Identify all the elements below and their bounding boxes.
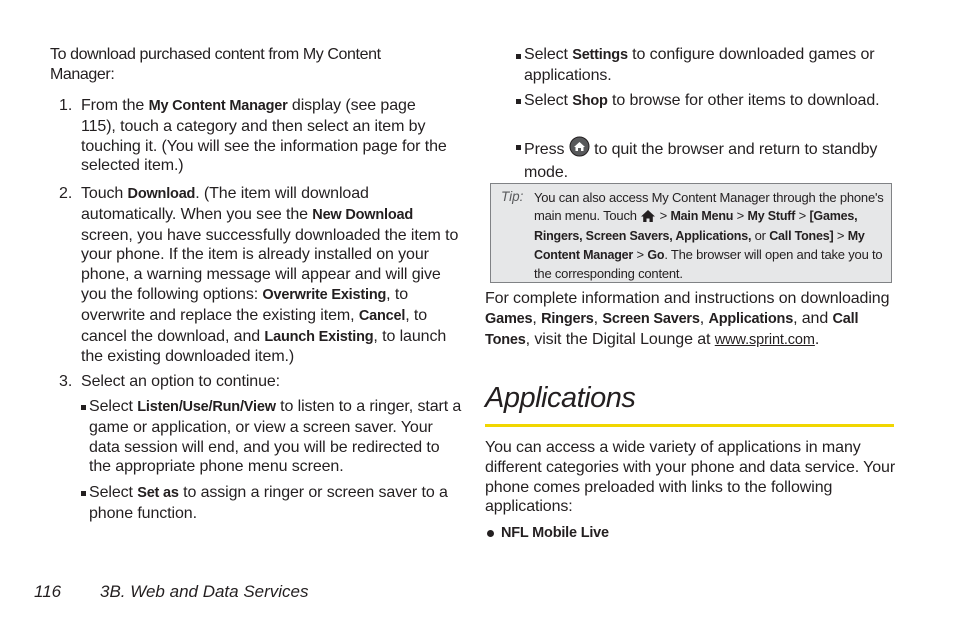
- sub-bullet-settings: Select Settings to configure downloaded games or applications.: [524, 46, 875, 84]
- tip-label: Tip:: [501, 189, 524, 204]
- square-bullet-icon: [516, 145, 521, 150]
- step-1-number: 1.: [59, 97, 73, 114]
- tip-text: You can also access My Content Manager through the phone's main menu. Touch > Main Menu > My Stuff > [Games, Ringers, Screen Savers, Applications, or Call Tones] > My Content Manager > Go. The browser will open and take you to the corresponding content.: [534, 190, 884, 281]
- sub-bullet-listen: Select Listen/Use/Run/View to listen to a ringer, start a game or application, or view a screen saver. Your data session will end, and you will be redirected to the appropriate phone menu screen.: [89, 398, 462, 476]
- step-3-text: Select an option to continue:: [81, 373, 281, 390]
- step-1-text: From the My Content Manager display (see page 115), touch a category and then select an item by touching it. (You will see the information page for the selected item.): [81, 97, 447, 175]
- downloads-info-paragraph: For complete information and instructions on downloading Games, Ringers, Screen Savers, Applications, and Call Tones, visit the Digital Lounge at www.sprint.com.: [485, 290, 890, 348]
- step-3-number: 3.: [59, 373, 73, 390]
- step-2-text: Touch Download. (The item will download automatically. When you see the New Download screen, you have successfully downloaded the item to your phone. If the item is already installed on your phone, a warning message will appear and will give you the following options: Overwrite Existing, to overwrite and replace the existing item, Cancel, to cancel the download, and Launch Existing, to launch the existing downloaded item.): [81, 185, 459, 366]
- round-bullet-icon: [487, 530, 494, 537]
- square-bullet-icon: [81, 405, 86, 410]
- step-2-number: 2.: [59, 185, 73, 202]
- section-title: 3B. Web and Data Services: [100, 582, 309, 601]
- page-number: 116: [34, 582, 62, 601]
- sub-bullet-press: Press to quit the browser and return to standby mode.: [524, 136, 894, 183]
- sub-bullet-shop: Select Shop to browse for other items to download.: [524, 92, 880, 109]
- square-bullet-icon: [516, 99, 521, 104]
- tip-box: [490, 183, 892, 283]
- sprint-link[interactable]: www.sprint.com: [714, 331, 815, 348]
- home-key-icon: [569, 136, 590, 163]
- heading-rule: [485, 424, 894, 427]
- intro-text: To download purchased content from My Content Manager:: [50, 46, 381, 83]
- applications-paragraph: You can access a wide variety of applications in many different categories with your phone and data service. Your phone comes preloaded with links to the following applications:: [485, 439, 896, 516]
- section-heading: Applications: [485, 382, 636, 414]
- home-icon: [640, 209, 656, 228]
- sub-bullet-set-as: Select Set as to assign a ringer or screen saver to a phone function.: [89, 484, 448, 522]
- square-bullet-icon: [516, 54, 521, 59]
- bullet-nfl-mobile-live: NFL Mobile Live: [501, 525, 609, 541]
- square-bullet-icon: [81, 491, 86, 496]
